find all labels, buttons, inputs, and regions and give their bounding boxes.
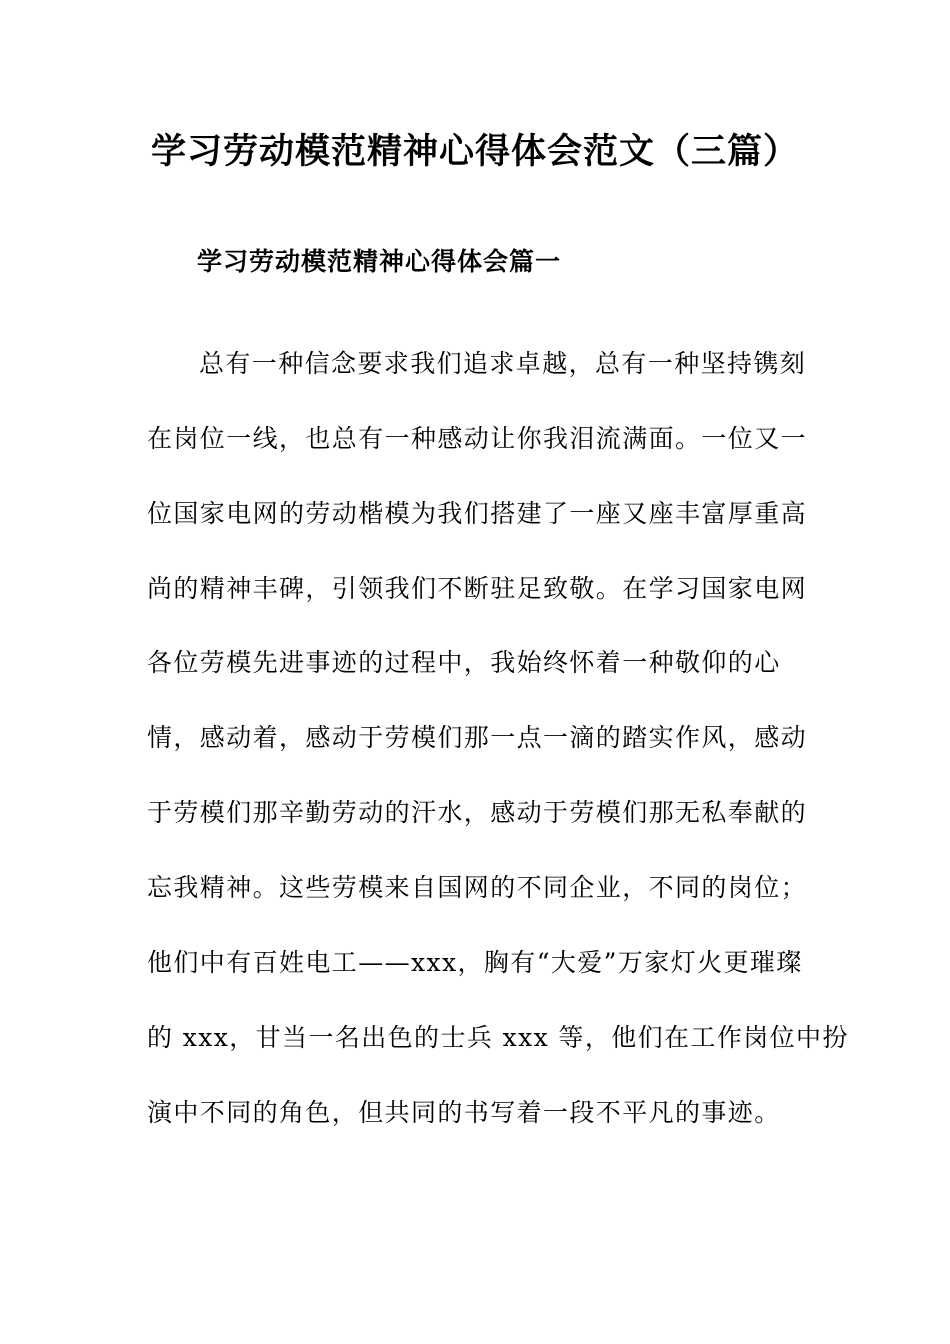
- paragraph-line: 他们中有百姓电工——xxx，胸有“大爱”万家灯火更璀璨: [147, 948, 803, 977]
- paragraph-line: 各位劳模先进事迹的过程中，我始终怀着一种敬仰的心: [147, 648, 781, 677]
- paragraph-line: 总有一种信念要求我们追求卓越，总有一种坚持镌刻: [199, 349, 807, 378]
- paragraph-line: 尚的精神丰碑，引领我们不断驻足致敬。在学习国家电网: [147, 574, 808, 603]
- paragraph-line: 在岗位一线，也总有一种感动让你我泪流满面。一位又一: [147, 424, 808, 453]
- paragraph-line: 情，感动着，感动于劳模们那一点一滴的踏实作风，感动: [147, 723, 808, 752]
- paragraph-line: 位国家电网的劳动楷模为我们搭建了一座又座丰富厚重高: [147, 499, 808, 528]
- paragraph-line: 忘我精神。这些劳模来自国网的不同企业，不同的岗位；: [147, 873, 808, 902]
- paragraph-line: 的 xxx，甘当一名出色的士兵 xxx 等，他们在工作岗位中扮: [147, 1023, 849, 1052]
- paragraph-line: 演中不同的角色，但共同的书写着一段不平凡的事迹。: [147, 1098, 781, 1127]
- section-heading: 学习劳动模范精神心得体会篇一: [197, 247, 562, 276]
- document-title: 学习劳动模范精神心得体会范文（三篇）: [150, 131, 799, 172]
- paragraph-line: 于劳模们那辛勤劳动的汗水，感动于劳模们那无私奉献的: [147, 798, 808, 827]
